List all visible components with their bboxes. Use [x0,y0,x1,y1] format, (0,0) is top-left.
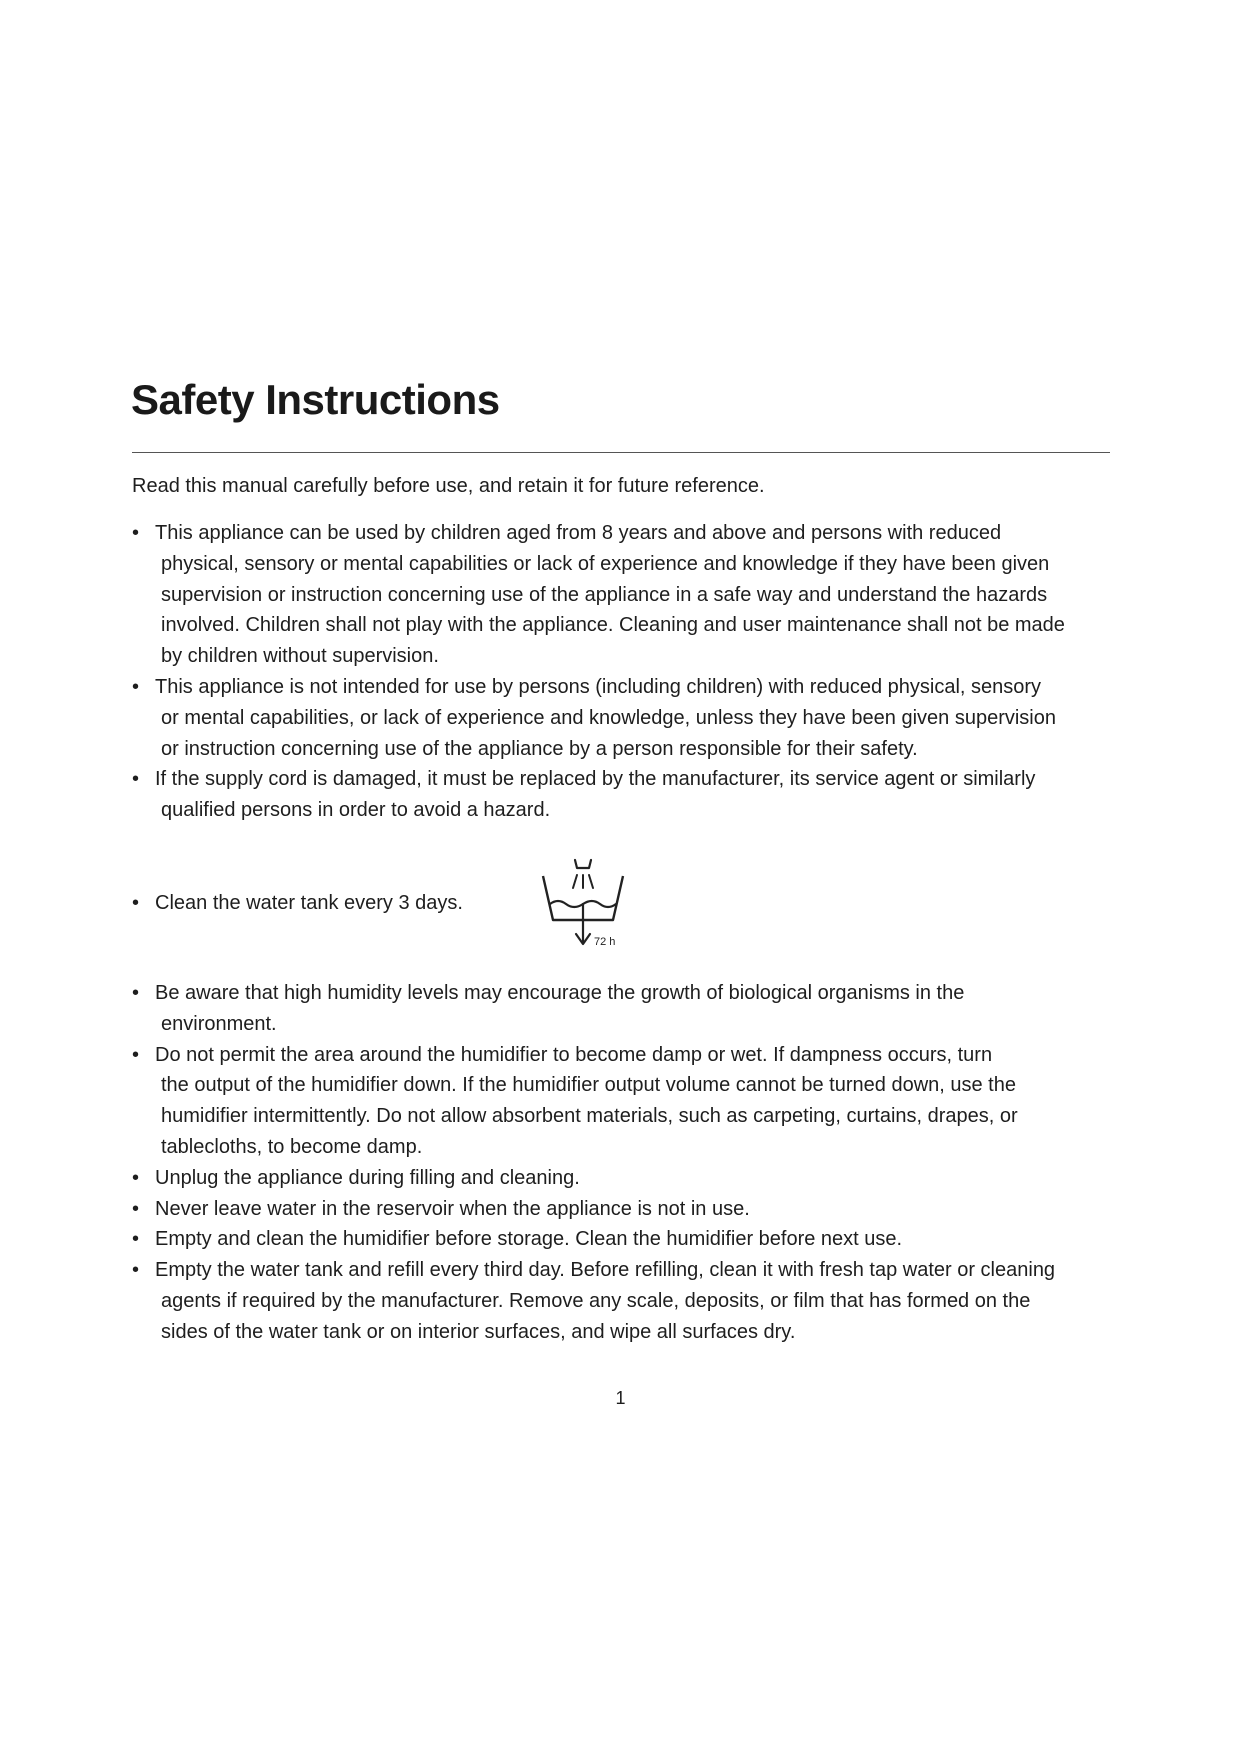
page-number: 1 [615,1388,626,1408]
list-item-line: environment. [161,1012,277,1035]
water-tank-cleaning-icon [535,852,630,952]
list-item-line: humidifier intermittently. Do not allow absorbent materials, such as carpeting, curtains, drapes, or [161,1105,1018,1128]
list-item [132,764,1132,826]
list-item-line: or instruction concerning use of the appliance by a person responsible for their safety. [161,737,918,760]
safety-list-secondary [132,978,1132,1348]
list-item [132,1194,1132,1225]
title-divider [132,452,1110,453]
spray-line-left [573,875,577,888]
clean-tank-text: Clean the water tank every 3 days. [155,892,463,914]
list-item-line: This appliance is not intended for use by persons (including children) with reduced physical, sensory [155,675,1042,698]
list-item-line: Empty and clean the humidifier before storage. Clean the humidifier before next use. [155,1228,903,1251]
list-item-line: the output of the humidifier down. If the humidifier output volume cannot be turned down, use the [161,1074,1016,1097]
list-item-line: agents if required by the manufacturer. Remove any scale, deposits, or film that has formed on the [161,1289,1031,1312]
safety-list-primary [132,518,1132,826]
list-item [132,672,1132,764]
list-item-line: qualified persons in order to avoid a hazard. [161,799,551,822]
bullet: • [132,1228,140,1251]
list-item [132,978,1132,1040]
list-item [132,1224,1132,1255]
bullet: • [132,1259,140,1282]
clean-tank-item [132,888,463,919]
list-item-line: involved. Children shall not play with the appliance. Cleaning and user maintenance shall not be made [161,614,1065,637]
page-title: Safety Instructions [131,376,500,423]
list-item [132,1255,1132,1347]
list-item-line: sides of the water tank or on interior surfaces, and wipe all surfaces dry. [161,1320,796,1343]
list-item-line: Be aware that high humidity levels may encourage the growth of biological organisms in the [155,982,965,1004]
bullet: • [132,522,140,544]
list-item-line: This appliance can be used by children aged from 8 years and above and persons with reduced [155,522,1002,544]
list-item-line: or mental capabilities, or lack of experience and knowledge, unless they have been given supervision [161,706,1056,729]
list-item [132,1163,1132,1194]
list-item [132,518,1132,672]
list-item-line: physical, sensory or mental capabilities or lack of experience and knowledge if they have been given [161,552,1050,575]
list-item-line: If the supply cord is damaged, it must be replaced by the manufacturer, its service agent or similarly [155,768,1036,791]
list-item-line: Empty the water tank and refill every third day. Before refilling, clean it with fresh tap water or cleaning [155,1259,1056,1282]
tap-shape [575,860,591,868]
spray-line-right [589,875,593,888]
list-item-line: by children without supervision. [161,645,439,668]
list-item [132,1040,1132,1163]
intro-text: Read this manual carefully before use, and retain it for future reference. [132,475,765,497]
bullet: • [132,675,140,698]
bullet: • [132,768,140,791]
bullet: • [132,1043,140,1066]
bullet: • [132,982,140,1004]
symbol-label: 72 h [594,936,616,948]
bullet: • [132,892,140,914]
bullet: • [132,1197,140,1220]
list-item-line: tablecloths, to become damp. [161,1135,423,1158]
list-item-line: Do not permit the area around the humidifier to become damp or wet. If dampness occurs, turn [155,1043,993,1066]
list-item-line: supervision or instruction concerning use of the appliance in a safe way and understand the hazards [161,583,1048,606]
list-item-line: Never leave water in the reservoir when the appliance is not in use. [155,1197,750,1220]
list-item-line: Unplug the appliance during filling and cleaning. [155,1166,580,1189]
bullet: • [132,1166,140,1189]
